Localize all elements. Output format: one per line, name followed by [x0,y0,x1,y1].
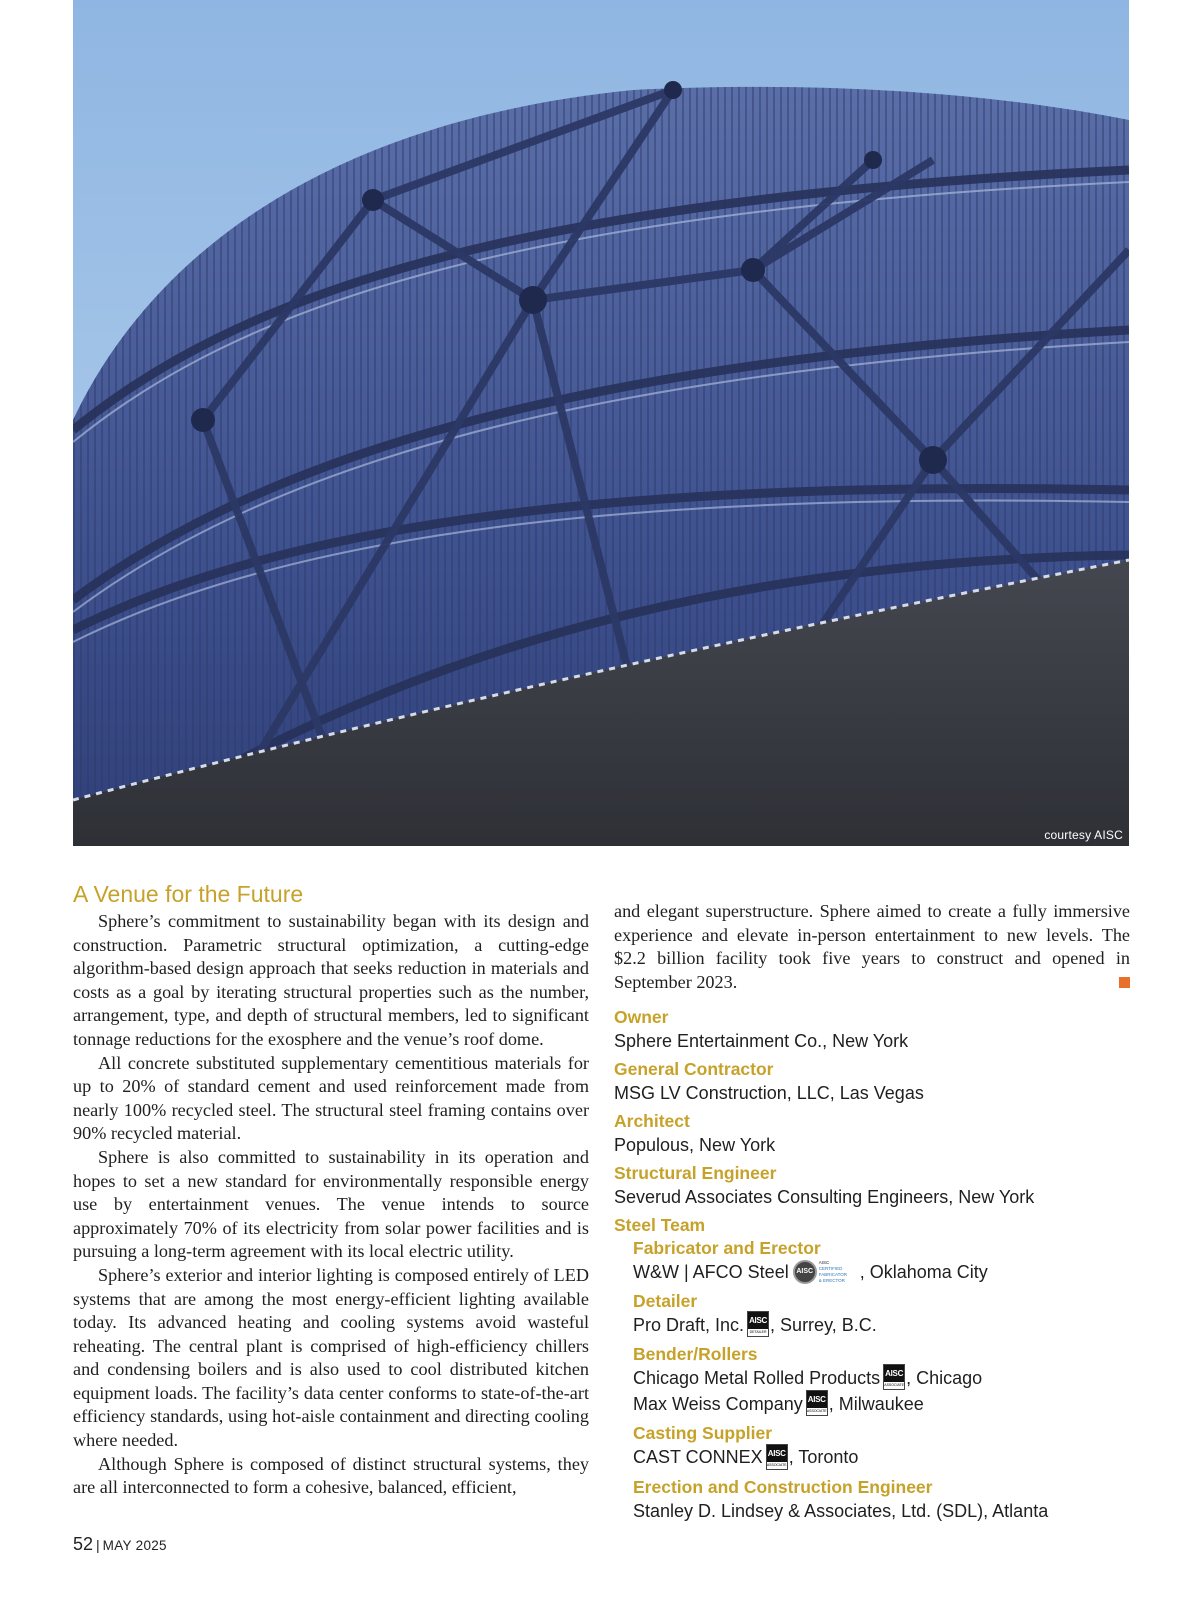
badge-aisc-text: AISC [885,1369,904,1379]
credit-owner: Sphere Entertainment Co., New York [614,1031,909,1052]
credit-casting-supplier [633,1445,1130,1471]
section-title: A Venue for the Future [73,881,304,907]
paragraph: Sphere’s commitment to sustainability began with its design and construction. Parametric structural optimization, a cutting-edge algorithm-based design approach that seeks reduction in materials and costs as a goal by iterating structural properties such as the number, arrangement, type, and depth of structural members, led to significant tonnage reductions for the exosphere and the venue’s roof dome. [73,911,589,1049]
footer-separator: | [96,1537,100,1553]
credit-erection-engineer: Stanley D. Lindsey & Associates, Ltd. (SDL), Atlanta [633,1500,1049,1521]
credit-structural-engineer: Severud Associates Consulting Engineers, New York [614,1187,1035,1208]
fabricator-city: , Oklahoma City [859,1262,988,1283]
badge-certified-text: CERTIFIED [818,1265,843,1271]
aisc-associate-badge-icon [883,1364,905,1390]
credit-label-detailer: Detailer [633,1290,698,1311]
credit-label-structural-engineer: Structural Engineer [614,1163,777,1184]
aisc-associate-badge-icon [766,1444,788,1470]
paragraph: Sphere’s exterior and interior lighting is composed entirely of LED systems that are among the most energy-efficient lighting available today. Its advanced heating and cooling systems avoid wasteful reheating. The central plant is comprised of high-efficiency chillers and condensing boilers and is also used to cool distributed kitchen equipment loads. The facility’s data center conforms to state-of-the-art efficiency standards, using hot-aisle containment and directing cooling where needed. [73,1264,589,1451]
badge-aisc-text: AISC [807,1395,826,1405]
credit-bender-rollers [633,1366,1130,1419]
detailer-city: , Surrey, B.C. [770,1314,877,1335]
credit-general-contractor: MSG LV Construction, LLC, Las Vegas [614,1083,924,1104]
bender-line-2 [633,1392,1130,1418]
page-footer [73,1534,167,1555]
credit-label-casting-supplier: Casting Supplier [633,1423,773,1444]
sphere-lattice-illustration [73,0,1129,846]
badge-fabricator-text: FABRICATOR [818,1271,848,1277]
bender2-name: Max Weiss Company [633,1394,803,1415]
continuation-text: and elegant superstructure. Sphere aimed to create a fully immersive experience and elevate in-person entertainment to new levels. The $2.2 billion facility took five years to construct and opened in September 2023. [614,901,1130,992]
credit-label-owner: Owner [614,1007,669,1028]
badge-associate-text: ASSOCIATE [766,1462,787,1467]
bender1-city: , Chicago [906,1367,983,1388]
credit-fabricator [633,1260,1130,1285]
issue-date: MAY 2025 [102,1538,167,1553]
credit-label-general-contractor: General Contractor [614,1059,774,1080]
fabricator-name: W&W | AFCO Steel [633,1262,789,1283]
paragraph: Although Sphere is composed of distinct structural systems, they are all interconnected to form a cohesive, balanced, efficient, [73,1453,589,1498]
casting-name: CAST CONNEX [633,1447,763,1468]
aisc-certified-badge [819,1260,859,1284]
aisc-detailer-badge-icon [747,1311,769,1337]
hero-photo [73,0,1129,846]
credit-detailer [633,1313,1130,1339]
bender1-name: Chicago Metal Rolled Products [633,1367,881,1388]
bender2-city: , Milwaukee [828,1394,924,1415]
credit-label-fabricator: Fabricator and Erector [633,1238,821,1259]
credit-label-bender-rollers: Bender/Rollers [633,1343,758,1364]
badge-aisc-text: AISC [767,1448,786,1458]
credit-architect: Populous, New York [614,1135,776,1156]
credit-label-steel-team: Steel Team [614,1215,706,1236]
paragraph-continuation [614,900,1130,994]
badge-associate-text: ASSOCIATE [806,1409,827,1414]
end-of-article-mark [1119,977,1130,988]
steel-team-list [614,1237,1130,1522]
badge-erector-text: & ERECTOR [818,1277,845,1283]
badge-associate-text: ASSOCIATE [884,1383,905,1388]
badge-aisc-text: AISC [818,1259,830,1265]
badge-aisc-text: AISC [749,1315,767,1325]
photo-credit: courtesy AISC [1044,828,1123,842]
aisc-associate-badge-icon [806,1390,828,1416]
detailer-name: Pro Draft, Inc. [633,1314,745,1335]
aisc-seal-icon: AISC [793,1260,817,1284]
left-column [73,880,589,1500]
paragraph: All concrete substituted supplementary cementitious materials for up to 20% of standard cement and used reinforcement made from nearly 100% recycled steel. The structural steel framing contains over 90% recycled material. [73,1052,589,1144]
badge-detailer-text: DETAILER [749,1329,767,1334]
right-column [614,900,1130,1527]
page-number: 52 [73,1534,94,1554]
credit-label-architect: Architect [614,1111,690,1132]
paragraph: Sphere is also committed to sustainability in its operation and hopes to set a new standard for environmentally responsible energy use by entertainment venues. The venue intends to source approximately 70% of its electricity from solar power facilities and is pursuing a long-term agreement with its local electric utility. [73,1146,589,1262]
credit-label-erection-engineer: Erection and Construction Engineer [633,1476,933,1497]
article-body [73,910,589,1500]
casting-city: , Toronto [788,1447,859,1468]
project-credits [614,1006,1130,1522]
bender-line-1 [633,1366,1130,1392]
